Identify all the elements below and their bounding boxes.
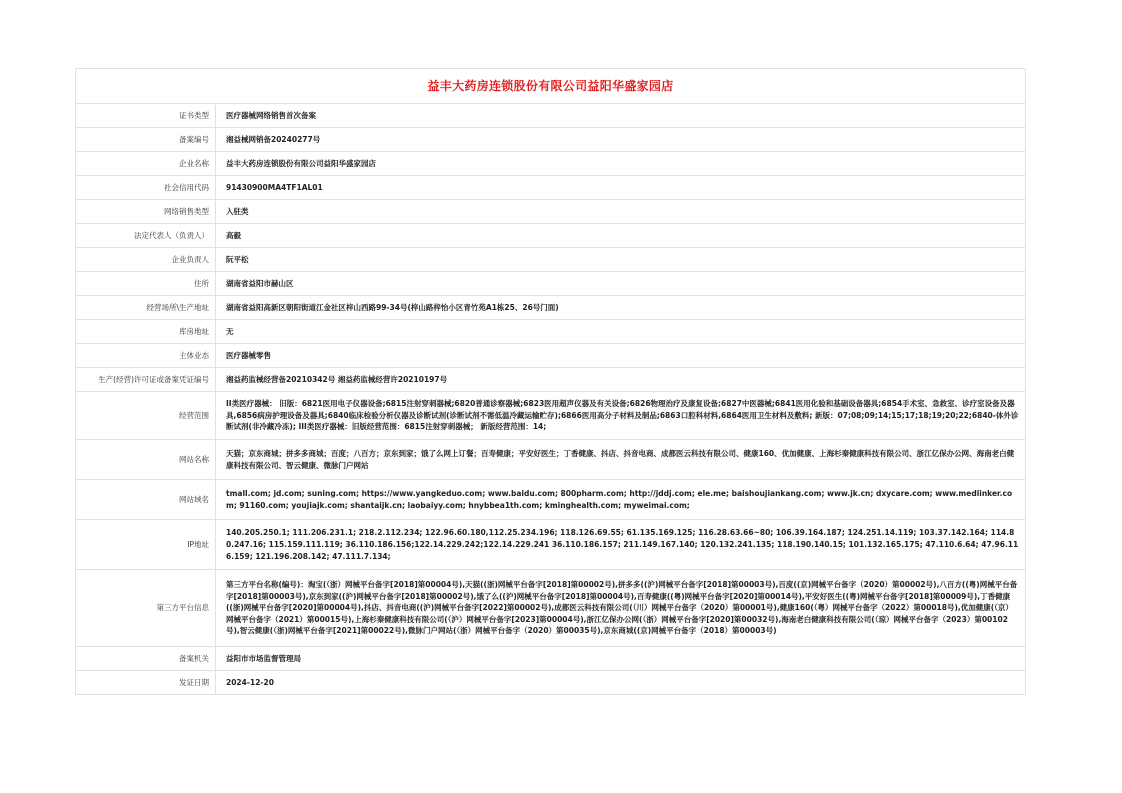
field-value-business-scope: II类医疗器械： 旧版：6821医用电子仪器设备;6815注射穿刺器械;6820普通诊察器械;6823医用超声仪器及有关设备;6826物理治疗及康复设备;6827中医器械;6841医用化验和基础设备器具;6854手术室、急救室、诊疗室设备及器具,6856病房护理设备及器具;6840临床检验分析仪器及诊断试剂(诊断试剂不需低温冷藏运输贮存);6866医用高分子材料及制品;6863口腔科材料,6864医用卫生材料及敷料; 新版：07;08;09;14;15;17;18;19;20;22;6840-体外诊断试剂(非冷藏冷冻); III类医疗器械：旧版经营范围：6815注射穿刺器械； 新版经营范围：14; <box>216 392 1026 440</box>
record-document <box>75 68 1025 695</box>
field-label-manager: 企业负责人 <box>76 248 216 272</box>
field-label-issue-date: 发证日期 <box>76 671 216 695</box>
field-value-website-names: 天猫；京东商城；拼多多商城；百度；八百方；京东到家；饿了么网上订餐；百寿健康；平安好医生；丁香健康、抖店、抖音电商、成都医云科技有限公司、健康160、优加健康、上海杉秦健康科技有限公司、浙江亿保办公网、海南老白健康科技有限公司、智云健康、微脉门户网站 <box>216 440 1026 480</box>
table-row <box>76 272 1026 296</box>
field-value-residence: 湖南省益阳市赫山区 <box>216 272 1026 296</box>
field-value-issue-date: 2024-12-20 <box>216 671 1026 695</box>
table-row <box>76 248 1026 272</box>
field-label-record-number: 备案编号 <box>76 128 216 152</box>
table-row <box>76 104 1026 128</box>
field-label-ip-address: IP地址 <box>76 520 216 570</box>
table-row <box>76 440 1026 480</box>
field-label-residence: 住所 <box>76 272 216 296</box>
table-row <box>76 570 1026 647</box>
table-row <box>76 200 1026 224</box>
field-value-website-domains: tmall.com; jd.com; suning.com; https://www.yangkeduo.com; www.baidu.com; 800pharm.com; http://jddj.com; ele.me; baishoujiankang.com; www.jk.cn; dxycare.com; www.medlinker.com; 91160.com; youjiajk.com; shantaijk.cn; laobaiyy.com; hnybbea1th.com; kminghealth.com; myweimai.com; <box>216 480 1026 520</box>
table-row <box>76 647 1026 671</box>
field-label-credit-code: 社会信用代码 <box>76 176 216 200</box>
field-value-legal-rep: 高毅 <box>216 224 1026 248</box>
table-row <box>76 480 1026 520</box>
field-value-company-name: 益丰大药房连锁股份有限公司益阳华盛家园店 <box>216 152 1026 176</box>
field-label-website-names: 网站名称 <box>76 440 216 480</box>
field-label-third-party: 第三方平台信息 <box>76 570 216 647</box>
field-label-record-authority: 备案机关 <box>76 647 216 671</box>
field-label-business-form: 主体业态 <box>76 344 216 368</box>
table-row <box>76 176 1026 200</box>
field-value-cert-type: 医疗器械网络销售首次备案 <box>216 104 1026 128</box>
field-value-license-number: 湘益药监械经营备20210342号 湘益药监械经营许20210197号 <box>216 368 1026 392</box>
field-label-website-domains: 网站域名 <box>76 480 216 520</box>
field-value-ip-address: 140.205.250.1; 111.206.231.1; 218.2.112.234; 122.96.60.180,112.25.234.196; 118.126.69.55; 61.135.169.125; 116.28.63.66~80; 106.39.164.187; 124.251.14.119; 103.37.142.164; 114.80.247.16; 115.159.111.119; 36.110.186.156;122.14.229.242;122.14.229.241 36.110.186.157; 211.149.167.140; 120.132.241.135; 118.190.140.15; 101.132.165.175; 47.110.6.64; 47.96.116.159; 121.196.208.142; 47.111.7.134; <box>216 520 1026 570</box>
field-label-legal-rep: 法定代表人（负责人） <box>76 224 216 248</box>
title-row <box>76 69 1026 104</box>
field-value-warehouse: 无 <box>216 320 1026 344</box>
field-label-warehouse: 库房地址 <box>76 320 216 344</box>
field-value-sales-type: 入驻类 <box>216 200 1026 224</box>
field-value-business-form: 医疗器械零售 <box>216 344 1026 368</box>
record-table <box>75 68 1026 695</box>
table-row <box>76 392 1026 440</box>
field-value-manager: 阮平松 <box>216 248 1026 272</box>
table-row <box>76 320 1026 344</box>
field-label-business-address: 经营场所\生产地址 <box>76 296 216 320</box>
table-row <box>76 520 1026 570</box>
table-row <box>76 368 1026 392</box>
field-label-company-name: 企业名称 <box>76 152 216 176</box>
table-row <box>76 128 1026 152</box>
table-row <box>76 344 1026 368</box>
field-label-sales-type: 网络销售类型 <box>76 200 216 224</box>
field-value-business-address: 湖南省益阳高新区朝阳街道江金社区梓山西路99-34号(梓山路梓怡小区青竹苑A1栋25、26号门面) <box>216 296 1026 320</box>
field-value-credit-code: 91430900MA4TF1AL01 <box>216 176 1026 200</box>
table-row <box>76 296 1026 320</box>
table-row <box>76 224 1026 248</box>
field-value-record-number: 湘益械网销备20240277号 <box>216 128 1026 152</box>
field-label-cert-type: 证书类型 <box>76 104 216 128</box>
field-label-license-number: 生产(经营)许可证或备案凭证编号 <box>76 368 216 392</box>
table-row <box>76 152 1026 176</box>
field-value-record-authority: 益阳市市场监督管理局 <box>216 647 1026 671</box>
field-label-business-scope: 经营范围 <box>76 392 216 440</box>
field-value-third-party: 第三方平台名称(编号)：淘宝(（浙）网械平台备字[2018]第00004号),天猫((浙)网械平台备字[2018]第00002号),拼多多((沪)网械平台备字[2018]第00003号),百度((京)网械平台备字（2020）第00002号),八百方((粤)网械平台备字[2018]第00003号),京东到家((沪)网械平台备字[2018]第00002号),饿了么((沪)网械平台备字[2018]第00004号),百寿健康((粤)网械平台备字[2020]第00014号),平安好医生((粤)网械平台备字[2018]第00009号),丁香健康((浙)网械平台备字[2020]第00004号),抖店、抖音电商((沪)网械平台备字[2022]第00002号),成都医云科技有限公司(（川）网械平台备字（2020）第00001号),健康160(（粤）网械平台备字（2022）第00018号),优加健康(（京）网械平台备字（2021）第00015号),上海杉秦健康科技有限公司(（沪）网械平台备字[2023]第00004号),浙江亿保办公网(（浙）网械平台备字[2020]第00032号),海南老白健康科技有限公司(（琼）网械平台备字（2023）第00102号),智云健康(（浙)网械平台备字[2021]第00022号),微脉门户网站(（浙）网械平台备字（2020）第00035号),京东商城((京)网械平台备字（2018）第00003号) <box>216 570 1026 647</box>
document-title: 益丰大药房连锁股份有限公司益阳华盛家园店 <box>76 69 1026 104</box>
table-row <box>76 671 1026 695</box>
